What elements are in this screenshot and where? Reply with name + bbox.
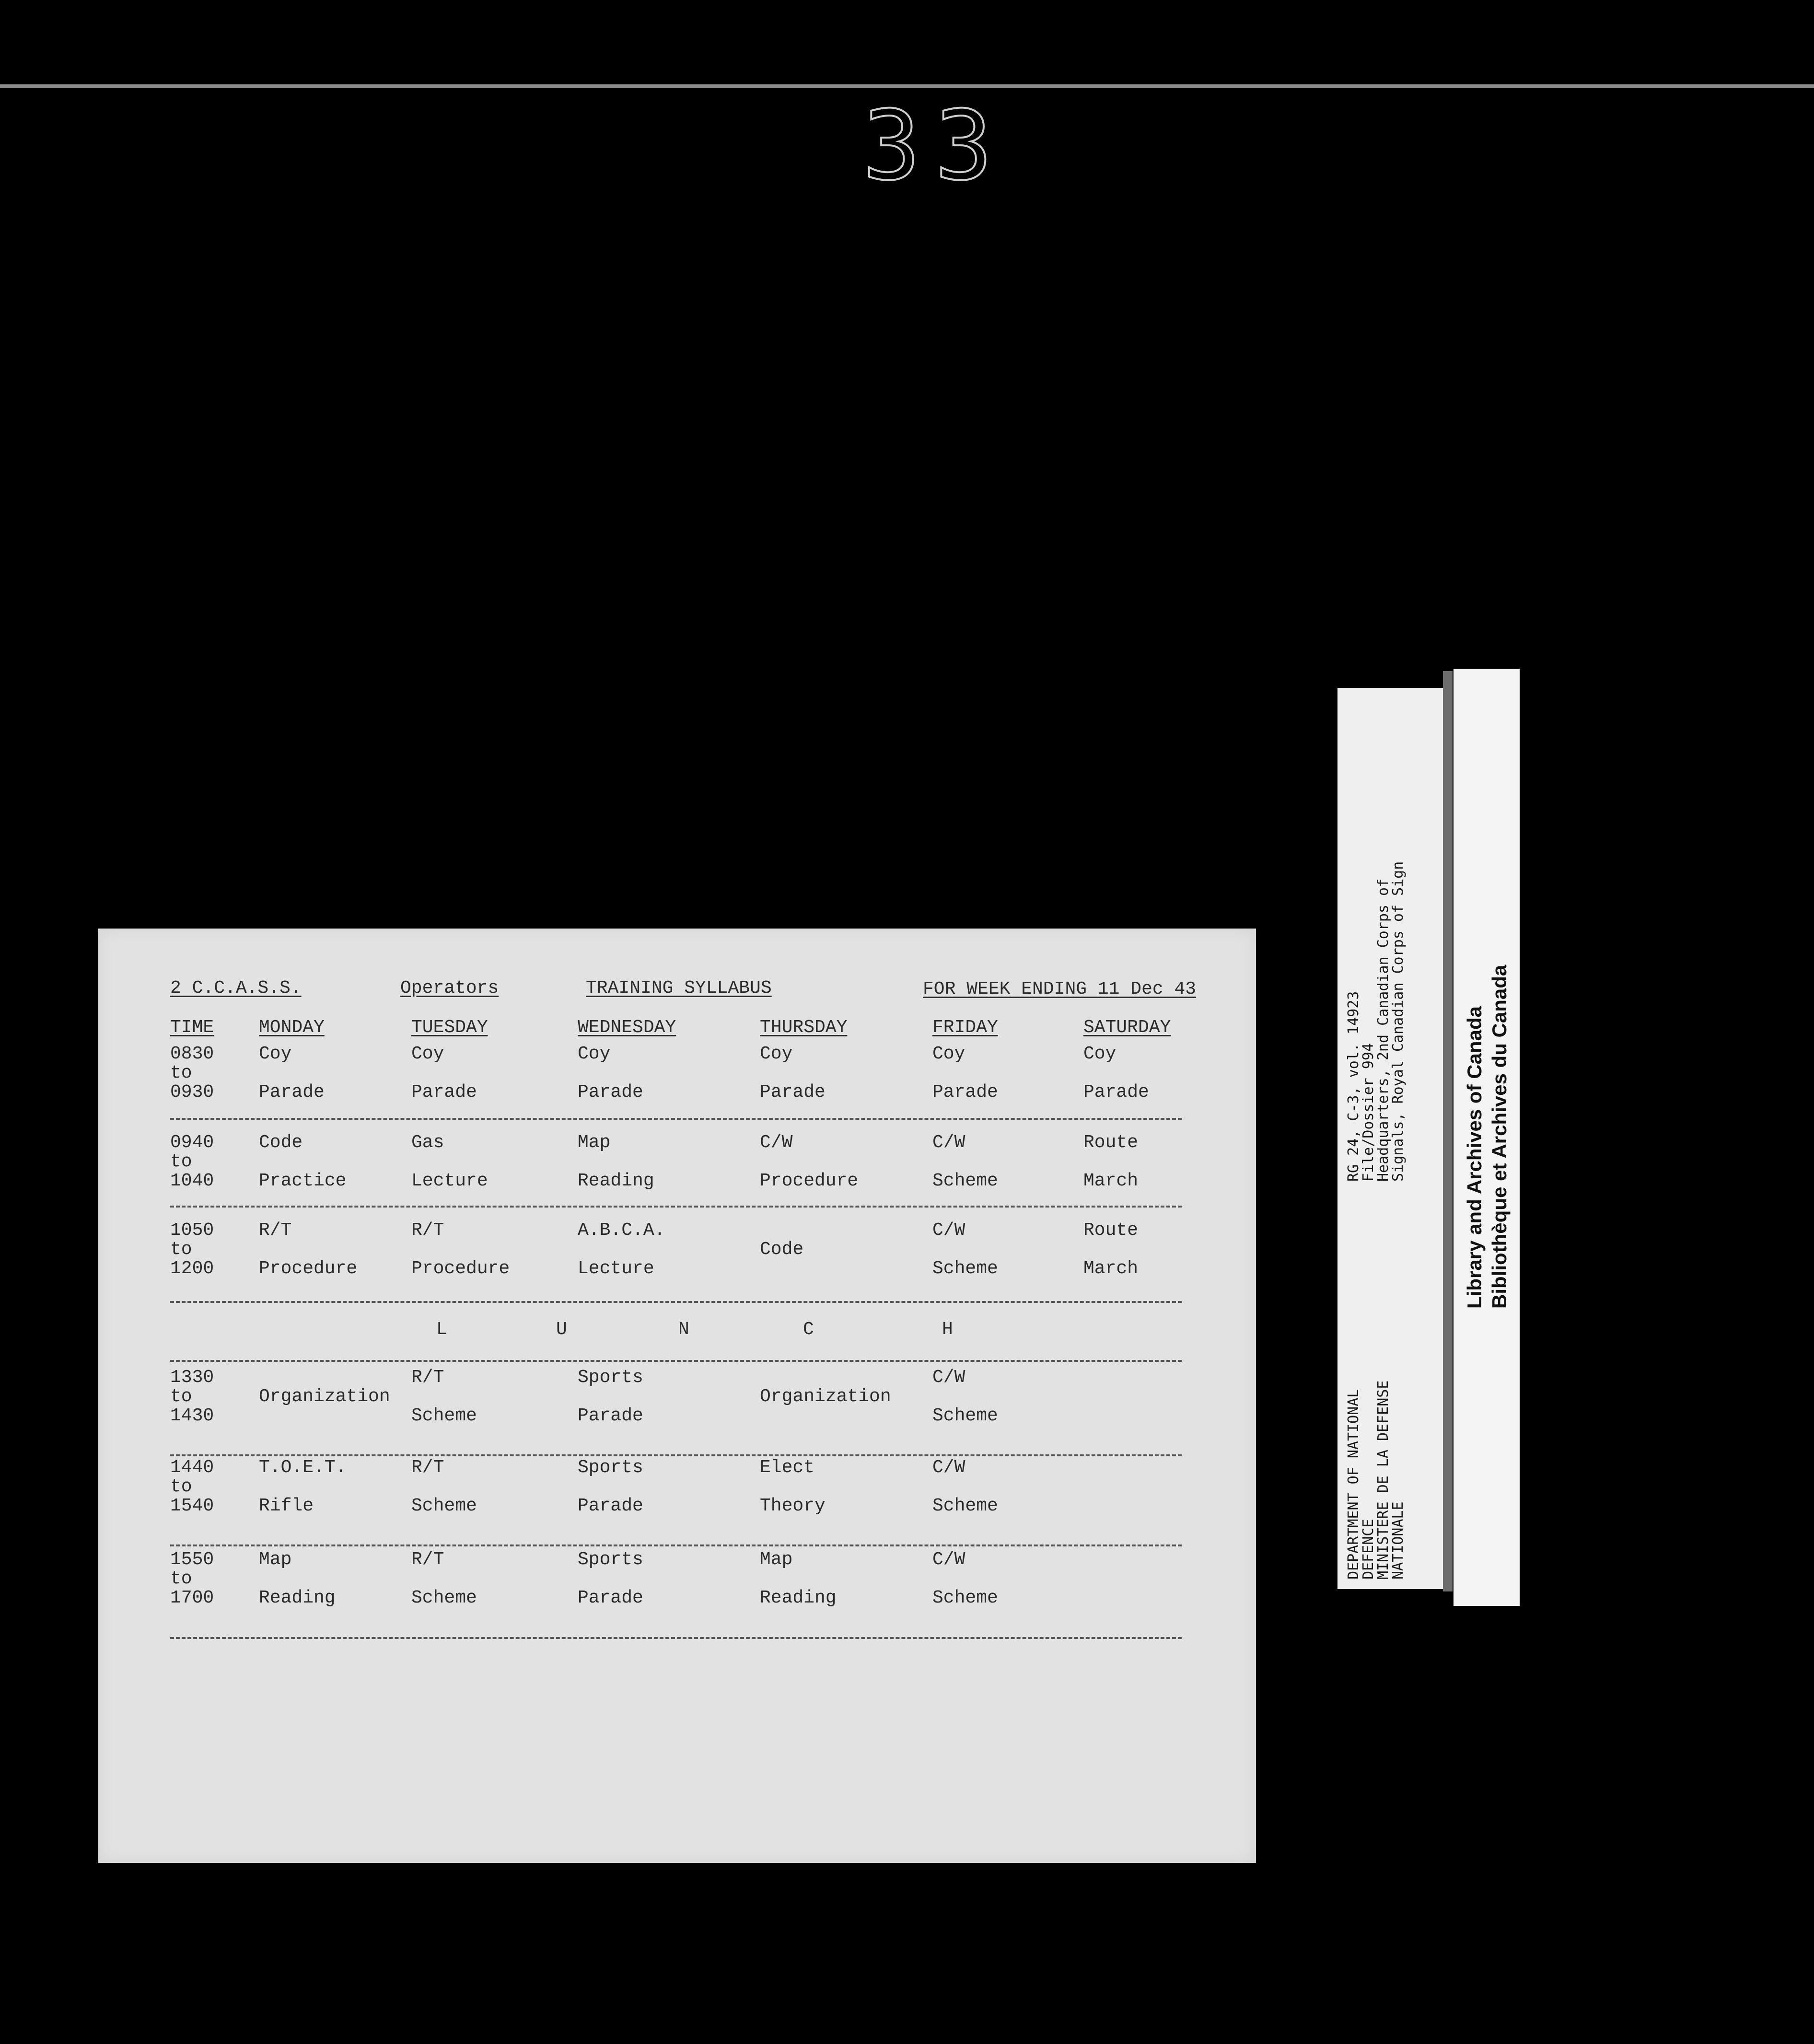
row-time: 0930 <box>170 1082 214 1103</box>
row-divider <box>170 1118 1182 1120</box>
cell-line: Reading <box>760 1588 837 1608</box>
row-time: 1200 <box>170 1258 214 1279</box>
lunch-letter: H <box>942 1319 953 1340</box>
cell-line: A.B.C.A. <box>578 1220 665 1241</box>
lac-label-french: Bibliothèque et Archives du Canada <box>1488 964 1511 1309</box>
archive-reference-label <box>1337 688 1448 1589</box>
cell-line: Organization <box>259 1386 390 1407</box>
cell-line: Coy <box>578 1044 611 1064</box>
cell-line: Map <box>760 1549 793 1570</box>
cell-line: Parade <box>578 1082 643 1103</box>
cell-line: Scheme <box>932 1496 998 1516</box>
row-time: 1050 <box>170 1220 214 1241</box>
cell-line: Scheme <box>411 1405 477 1426</box>
row-divider <box>170 1637 1182 1639</box>
column-header-tuesday: TUESDAY <box>411 1017 488 1038</box>
label-line: NATIONALE <box>1390 1501 1407 1579</box>
cell-line: Lecture <box>578 1258 654 1279</box>
cell-line: C/W <box>932 1367 965 1388</box>
cell-line: Scheme <box>411 1496 477 1516</box>
cell-line: Code <box>259 1132 303 1153</box>
column-header-saturday: SATURDAY <box>1083 1017 1171 1038</box>
cell-line: Procedure <box>411 1258 510 1279</box>
label-line: DEFENCE <box>1360 1519 1377 1579</box>
cell-line: C/W <box>760 1132 793 1153</box>
cell-line: Code <box>760 1239 804 1260</box>
row-time: to <box>170 1476 192 1497</box>
cell-line: Coy <box>259 1044 292 1064</box>
row-time: 1440 <box>170 1457 214 1478</box>
row-time: 0940 <box>170 1132 214 1153</box>
column-header-time: TIME <box>170 1017 214 1038</box>
cell-line: R/T <box>411 1457 444 1478</box>
column-header-monday: MONDAY <box>259 1017 325 1038</box>
cell-line: Lecture <box>411 1171 488 1191</box>
row-time: 1700 <box>170 1588 214 1608</box>
cell-line: Parade <box>578 1588 643 1608</box>
header-week: FOR WEEK ENDING 11 Dec 43 <box>923 979 1197 999</box>
cell-line: Organization <box>760 1386 891 1407</box>
header-group: Operators <box>400 978 499 999</box>
cell-line: R/T <box>411 1220 444 1241</box>
cell-line: Reading <box>578 1171 654 1191</box>
row-divider <box>170 1454 1182 1456</box>
cell-line: Scheme <box>932 1171 998 1191</box>
cell-line: Coy <box>1083 1044 1116 1064</box>
header-title: TRAINING SYLLABUS <box>586 978 772 999</box>
cell-line: C/W <box>932 1132 965 1153</box>
cell-line: R/T <box>411 1367 444 1388</box>
row-time: to <box>170 1386 192 1407</box>
cell-line: Map <box>578 1132 611 1153</box>
row-time: 1540 <box>170 1496 214 1516</box>
cell-line: Coy <box>411 1044 444 1064</box>
cell-line: C/W <box>932 1457 965 1478</box>
label-line: Headquarters, 2nd Canadian Corps of <box>1375 878 1392 1182</box>
cell-line: Parade <box>760 1082 826 1103</box>
label-line: RG 24, C-3, vol. 14923 <box>1345 991 1362 1182</box>
row-divider <box>170 1545 1182 1546</box>
cell-line: C/W <box>932 1220 965 1241</box>
cell-line: Map <box>259 1549 292 1570</box>
lunch-letter: C <box>803 1319 814 1340</box>
cell-line: Parade <box>932 1082 998 1103</box>
cell-line: Coy <box>760 1044 793 1064</box>
row-time: to <box>170 1568 192 1589</box>
label-line: File/Dossier 994 <box>1360 1043 1377 1182</box>
cell-line: Parade <box>411 1082 477 1103</box>
row-time: 1550 <box>170 1549 214 1570</box>
cell-line: March <box>1083 1258 1139 1279</box>
cell-line: Parade <box>259 1082 325 1103</box>
cell-line: Elect <box>760 1457 815 1478</box>
row-divider <box>170 1206 1182 1208</box>
lunch-letter: L <box>436 1319 447 1340</box>
row-time: to <box>170 1151 192 1172</box>
cell-line: Sports <box>578 1549 643 1570</box>
cell-line: Procedure <box>760 1171 859 1191</box>
cell-line: Scheme <box>932 1258 998 1279</box>
row-time: 0830 <box>170 1044 214 1064</box>
row-time: 1330 <box>170 1367 214 1388</box>
label-line: Signals, Royal Canadian Corps of Sign <box>1390 861 1407 1182</box>
lac-label <box>1454 669 1520 1606</box>
cell-line: Route <box>1083 1132 1139 1153</box>
column-header-wednesday: WEDNESDAY <box>578 1017 676 1038</box>
cell-line: Scheme <box>411 1588 477 1608</box>
label-line: MINISTERE DE LA DEFENSE <box>1375 1380 1392 1579</box>
cell-line: Gas <box>411 1132 444 1153</box>
cell-line: Theory <box>760 1496 826 1516</box>
lunch-letter: U <box>556 1319 567 1340</box>
cell-line: Scheme <box>932 1405 998 1426</box>
cell-line: Parade <box>1083 1082 1149 1103</box>
header-unit: 2 C.C.A.S.S. <box>170 978 302 999</box>
row-divider <box>170 1360 1182 1362</box>
row-time: 1430 <box>170 1405 214 1426</box>
cell-line: Rifle <box>259 1496 314 1516</box>
archive-reference <box>1346 861 1406 1182</box>
column-header-thursday: THURSDAY <box>760 1017 848 1038</box>
lunch-letter: N <box>678 1319 689 1340</box>
cell-line: Parade <box>578 1405 643 1426</box>
cell-line: Reading <box>259 1588 336 1608</box>
cell-line: R/T <box>259 1220 292 1241</box>
row-divider <box>170 1301 1182 1303</box>
cell-line: Procedure <box>259 1258 358 1279</box>
label-line: DEPARTMENT OF NATIONAL <box>1345 1389 1362 1579</box>
cell-line: T.O.E.T. <box>259 1457 347 1478</box>
row-time: to <box>170 1063 192 1083</box>
cell-line: Sports <box>578 1367 643 1388</box>
lac-label-english: Library and Archives of Canada <box>1463 1006 1486 1309</box>
frame-number: 33 <box>862 90 1007 202</box>
cell-line: Parade <box>578 1496 643 1516</box>
column-header-friday: FRIDAY <box>932 1017 998 1038</box>
film-top-rule <box>0 84 1814 88</box>
cell-line: March <box>1083 1171 1139 1191</box>
cell-line: Route <box>1083 1220 1139 1241</box>
cell-line: R/T <box>411 1549 444 1570</box>
cell-line: Coy <box>932 1044 965 1064</box>
cell-line: Sports <box>578 1457 643 1478</box>
row-time: to <box>170 1239 192 1260</box>
cell-line: Scheme <box>932 1588 998 1608</box>
row-time: 1040 <box>170 1171 214 1191</box>
archive-department <box>1346 1381 1406 1579</box>
cell-line: Practice <box>259 1171 347 1191</box>
syllabus-document <box>98 929 1256 1863</box>
cell-line: C/W <box>932 1549 965 1570</box>
label-divider <box>1443 671 1453 1591</box>
